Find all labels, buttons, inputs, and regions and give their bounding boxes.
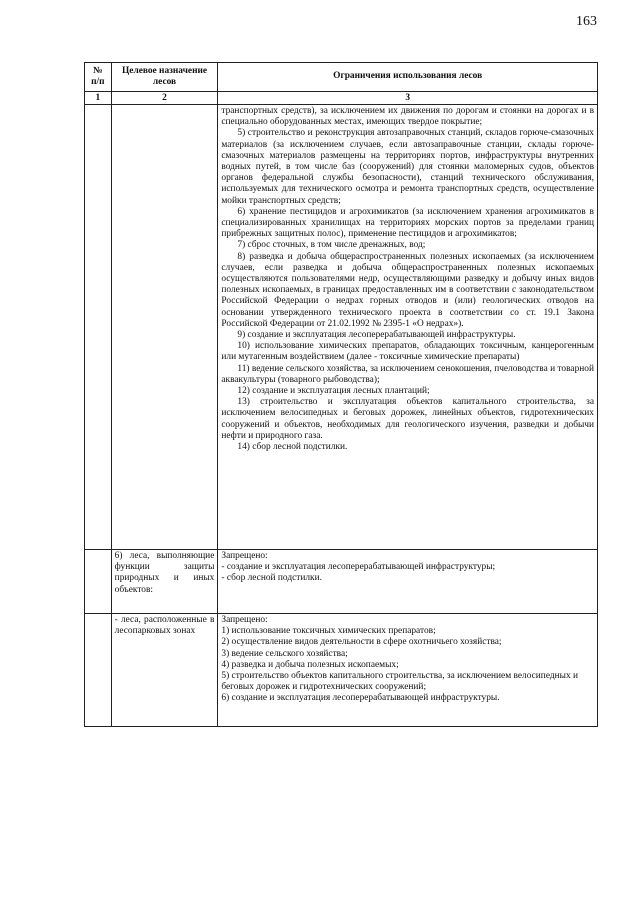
- restriction-item: 13) строительство и эксплуатация объектов капитального строительства, за исключением велосипедных и беговых дорожек, линейных объектов, гидротехнических сооружений и объектов, необходимых для геологического изучения, разведки и добычи нефти и природного газа.: [221, 397, 594, 441]
- restriction-item: - создание и эксплуатация лесоперерабатывающей инфраструктуры;: [221, 562, 496, 573]
- row-number-cell: [85, 550, 112, 614]
- page-number: 163: [576, 14, 597, 29]
- header-purpose: Целевое назначение лесов: [111, 63, 218, 92]
- restriction-item: 9) создание и эксплуатация лесоперерабатывающей инфраструктуры.: [237, 330, 516, 341]
- restriction-item: 3) ведение сельского хозяйства;: [221, 648, 348, 659]
- row-number-cell: [85, 105, 112, 550]
- table-row: [85, 614, 598, 727]
- purpose-cell: 6) леса, выполняющие функции защиты природных и иных объектов:: [111, 550, 218, 614]
- restriction-item: 7) сброс сточных, в том числе дренажных, вод;: [237, 240, 426, 251]
- restriction-item: 10) использование химических препаратов, обладающих токсичным, канцерогенным или мутагенным воздействием (далее - токсичные химические препараты): [221, 341, 594, 363]
- restriction-item: 6) создание и эксплуатация лесоперерабатывающей инфраструктуры.: [221, 693, 500, 704]
- restriction-item: 2) осуществление видов деятельности в сфере охотничьего хозяйства;: [221, 637, 502, 648]
- restriction-item: транспортных средств), за исключением их движения по дорогам и стоянки на дорогах и в специально оборудованных местах, имеющих твердое покрытие;: [221, 106, 594, 128]
- purpose-cell: - леса, расположенные в лесопарковых зонах: [111, 614, 218, 727]
- header-number: № п/п: [85, 63, 112, 92]
- restriction-item: 4) разведка и добыча полезных ископаемых;: [221, 659, 399, 670]
- table-row: [85, 105, 598, 550]
- purpose-cell: [111, 105, 218, 550]
- restrictions-cell: [218, 550, 598, 614]
- restriction-item: 11) ведение сельского хозяйства, за исключением сенокошения, пчеловодства и товарной аквакультуры (товарного рыбоводства);: [221, 363, 594, 385]
- column-number-row: [85, 92, 598, 105]
- restriction-item: Запрещено:: [221, 551, 268, 561]
- restrictions-cell: [218, 105, 598, 550]
- restriction-item: - сбор лесной подстилки.: [221, 573, 322, 584]
- row-number-cell: [85, 614, 112, 727]
- restriction-item: 5) строительство и реконструкция автозаправочных станций, складов горюче-смазочных материалов (за исключением случаев, если автозаправочные станции, склады горюче-смазочных материалов размещены на территориях портов, инфраструктуры внутренних водных путей, в том числе баз (сооружений) для стоянки маломерных судов, объектов органов федеральной службы безопасности), станций технического обслуживания, используемых для технического осмотра и ремонта транспортных средств, осуществление мойки транспортных средств;: [221, 128, 594, 206]
- column-number: 2: [111, 92, 218, 105]
- restrictions-table: [84, 62, 598, 727]
- column-number: 1: [85, 92, 112, 105]
- restriction-item: 1) использование токсичных химических препаратов;: [221, 626, 436, 637]
- column-number: 3: [218, 92, 598, 105]
- restriction-item: 8) разведка и добыча общераспространенных полезных ископаемых (за исключением случаев, если разведка и добыча общераспространенных полезных ископаемых осуществляются пользователями недр, осуществляющими разведку и добычу иных видов полезных ископаемых, в границах предоставленных им в соответствии с законодательством Российской Федерации о недрах горных отводов и (или) геологических отводов на основании утвержденного технического проекта в соответствии со ст. 19.1 Закона Российской Федерации от 21.02.1992 № 2395-1 «О недрах»).: [221, 251, 594, 329]
- header-restrictions: Ограничения использования лесов: [218, 63, 598, 92]
- restriction-item: Запрещено:: [221, 615, 268, 625]
- restrictions-cell: [218, 614, 598, 727]
- restriction-item: 5) строительство объектов капитального строительства, за исключением велосипедных и беговых дорожек и гидротехнических сооружений;: [221, 671, 578, 693]
- table-header-row: [85, 63, 598, 92]
- table-row: [85, 550, 598, 614]
- restriction-item: 6) хранение пестицидов и агрохимикатов (за исключением хранения агрохимикатов в специализированных хранилищах на территориях морских портов за пределами границ прибрежных защитных полос), применение пестицидов и агрохимикатов;: [221, 206, 594, 240]
- restriction-item: 14) сбор лесной подстилки.: [237, 442, 348, 453]
- restriction-item: 12) создание и эксплуатация лесных плантаций;: [237, 386, 430, 397]
